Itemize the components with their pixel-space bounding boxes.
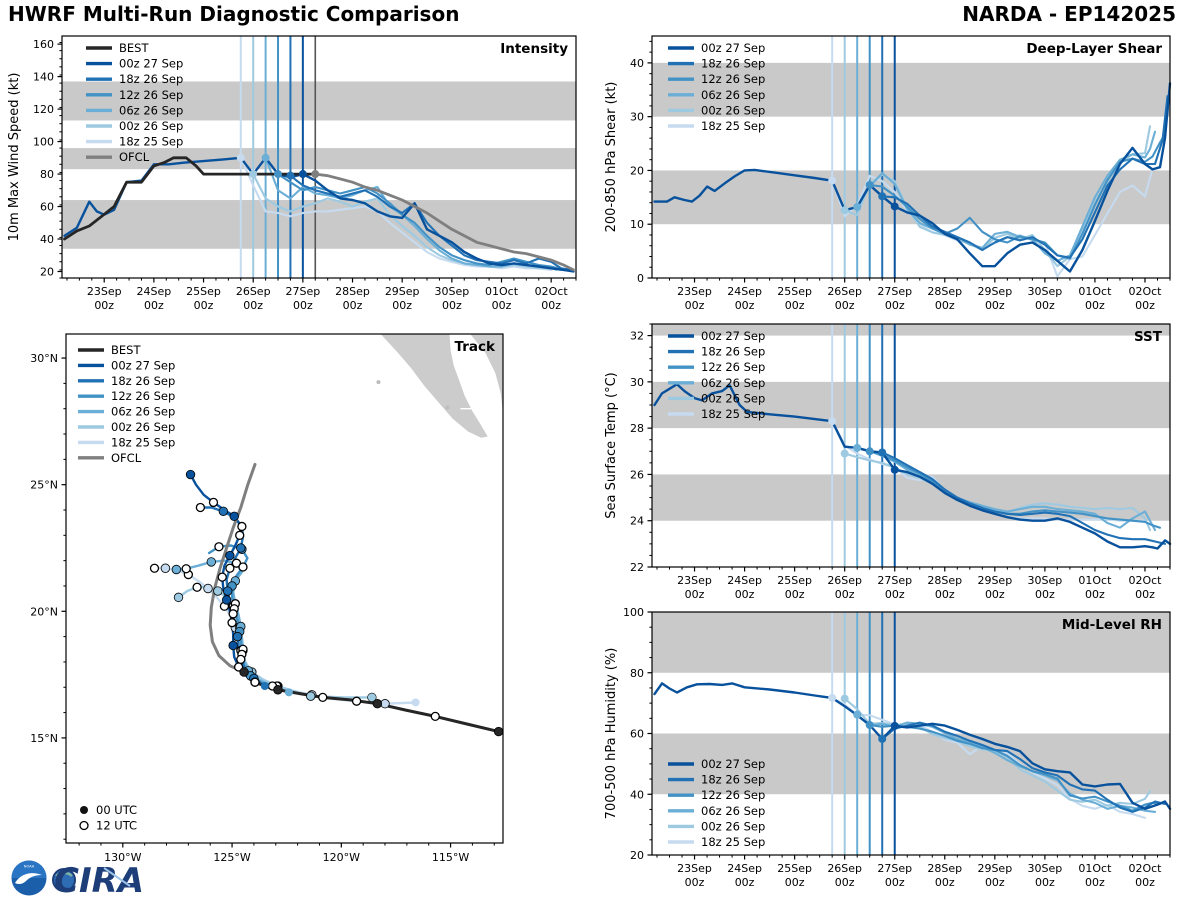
track-marker-12utc xyxy=(228,619,236,627)
x-tick-label: 25Sep 00z xyxy=(777,574,813,601)
x-tick-label: 27Sep 00z xyxy=(877,285,913,312)
x-tick-label: 30Sep 00z xyxy=(1027,862,1063,889)
track-marker-12utc xyxy=(251,678,259,686)
y-tick-label: 100 xyxy=(33,135,54,149)
init-marker xyxy=(891,466,899,474)
x-tick-label: 01Oct 00z xyxy=(1078,862,1112,889)
x-tick-label: 01Oct 00z xyxy=(1078,285,1112,312)
init-marker xyxy=(841,695,849,703)
track-marker-00utc xyxy=(306,692,315,701)
legend-label: 18z 26 Sep xyxy=(119,72,184,87)
track-marker-00utc xyxy=(174,593,183,602)
x-tick-label: 26Sep 00z xyxy=(827,285,863,312)
y-tick-label: 160 xyxy=(33,38,54,52)
legend-label: OFCL xyxy=(119,150,150,165)
y-tick-label: 60 xyxy=(40,200,54,214)
track-marker-12utc xyxy=(215,543,223,551)
init-marker xyxy=(262,154,270,162)
rh-panel xyxy=(604,606,1170,889)
y-tick-label: 40 xyxy=(630,56,644,70)
x-tick-label: 29Sep 00z xyxy=(977,285,1013,312)
legend xyxy=(78,343,175,465)
panel-label: Intensity xyxy=(500,41,568,57)
x-tick-label: 29Sep 00z xyxy=(977,862,1013,889)
x-tick-label: 24Sep 00z xyxy=(727,862,762,889)
legend-label: 18z 26 Sep xyxy=(111,373,176,388)
init-marker xyxy=(878,448,886,456)
legend-label: 18z 26 Sep xyxy=(701,56,766,71)
legend-label: 18z 26 Sep xyxy=(701,772,766,787)
legend-label: 00z 26 Sep xyxy=(119,119,184,133)
track-marker-12utc xyxy=(196,503,204,511)
track-marker-00utc xyxy=(373,699,382,708)
track-marker-12utc xyxy=(319,693,327,701)
x-tick-label: 27Sep 00z xyxy=(877,862,913,889)
x-tick-label: 25Sep 00z xyxy=(777,862,813,889)
intensity-panel xyxy=(7,36,576,312)
marker-legend-label: 12 UTC xyxy=(96,818,138,833)
init-marker xyxy=(828,694,836,702)
y-tick-label: 15°N xyxy=(30,731,58,745)
x-tick-label: 25Sep 00z xyxy=(777,285,813,312)
y-tick-label: 40 xyxy=(630,788,644,802)
legend-item xyxy=(78,358,175,372)
legend-label: 12z 26 Sep xyxy=(701,72,766,87)
track-marker-12utc xyxy=(218,573,226,581)
y-tick-label: 40 xyxy=(40,233,54,247)
legend-label: 18z 25 Sep xyxy=(119,134,184,149)
init-marker xyxy=(866,181,874,189)
x-tick-label: 28Sep 00z xyxy=(927,574,963,601)
track-marker-00utc xyxy=(222,596,231,605)
track-marker-12utc xyxy=(237,655,245,663)
legend-open-marker xyxy=(80,822,88,830)
y-tick-label: 22 xyxy=(630,561,644,574)
y-tick-label: 32 xyxy=(630,329,644,343)
x-tick-label: 02Oct 00z xyxy=(1128,574,1162,601)
legend-label: 12z 26 Sep xyxy=(701,360,766,375)
map-area xyxy=(150,334,503,736)
track-init-marker xyxy=(412,698,420,706)
track-marker-00utc xyxy=(226,551,235,560)
legend-item xyxy=(668,41,765,55)
track-marker-00utc xyxy=(219,507,228,516)
track-marker-00utc xyxy=(233,632,242,641)
legend-label: 18z 26 Sep xyxy=(701,344,766,359)
shear-panel xyxy=(604,36,1170,312)
legend-label: 12z 26 Sep xyxy=(701,788,766,803)
init-marker xyxy=(878,735,886,743)
track-marker-00utc xyxy=(274,685,283,694)
y-tick-label: 30 xyxy=(630,375,644,389)
panel-label: Track xyxy=(454,339,495,355)
track-marker-00utc xyxy=(214,587,223,596)
panel-label: Deep-Layer Shear xyxy=(1026,41,1162,57)
x-tick-label: 23Sep 00z xyxy=(677,574,712,601)
legend-item xyxy=(668,345,765,359)
legend-item xyxy=(78,435,175,449)
track-00z 26 Sep xyxy=(179,587,372,697)
track-marker-12utc xyxy=(229,610,237,618)
x-tick-label: 02Oct 00z xyxy=(534,285,568,312)
legend-label: OFCL xyxy=(111,450,142,465)
y-tick-label: 25°N xyxy=(30,478,58,492)
legend-label: 12z 26 Sep xyxy=(111,389,176,404)
y-tick-label: 0 xyxy=(637,272,644,285)
legend-label: 06z 26 Sep xyxy=(119,103,184,118)
track-marker-00utc xyxy=(237,544,246,553)
legend-label: 00z 26 Sep xyxy=(701,103,766,118)
legend-item xyxy=(668,804,765,818)
x-tick-label: 02Oct 00z xyxy=(1128,862,1162,889)
x-tick-label: 125°W xyxy=(213,851,251,864)
x-tick-label: 25Sep 00z xyxy=(186,285,221,312)
track-marker-00utc xyxy=(207,558,216,567)
island-dot xyxy=(445,405,449,409)
y-tick-label: 10 xyxy=(630,218,644,232)
y-tick-label: 28 xyxy=(630,422,644,436)
marker-legend xyxy=(80,803,137,833)
legend-item xyxy=(668,819,765,833)
track-marker-00utc xyxy=(204,584,213,593)
x-tick-label: 01Oct 00z xyxy=(484,285,519,312)
legend-item xyxy=(668,835,765,849)
x-tick-label: 24Sep 00z xyxy=(727,574,762,601)
x-tick-label: 30Sep 00z xyxy=(1027,574,1063,601)
y-axis-label: 10m Max Wind Speed (kt) xyxy=(7,72,22,242)
init-marker xyxy=(249,170,257,178)
y-axis-label: 200-850 hPa Shear (kt) xyxy=(604,81,619,233)
legend-label: 00z 27 Sep xyxy=(119,56,184,71)
track-marker-12utc xyxy=(238,522,246,530)
x-tick-label: 29Sep 00z xyxy=(384,285,420,312)
x-tick-label: 26Sep 00z xyxy=(235,285,271,312)
x-tick-label: 01Oct 00z xyxy=(1078,574,1112,601)
legend-label: 00z 26 Sep xyxy=(701,819,766,834)
x-tick-label: 24Sep 00z xyxy=(727,285,762,312)
legend-label: 06z 26 Sep xyxy=(701,803,766,818)
x-tick-label: 28Sep 00z xyxy=(927,862,963,889)
init-marker xyxy=(237,154,245,162)
init-marker xyxy=(866,447,874,455)
track-marker-12utc xyxy=(150,564,158,572)
figure-title: HWRF Multi-Run Diagnostic Comparison xyxy=(8,2,460,26)
track-marker-12utc xyxy=(239,563,247,571)
legend-item xyxy=(668,119,765,133)
legend-label: 06z 26 Sep xyxy=(111,404,176,419)
legend-label: 06z 26 Sep xyxy=(701,87,766,102)
track-marker-00utc xyxy=(161,564,170,573)
y-tick-label: 26 xyxy=(630,468,644,482)
x-tick-label: 23Sep 00z xyxy=(677,285,712,312)
track-marker-12utc xyxy=(209,498,217,506)
noaa-logo xyxy=(12,861,47,896)
y-tick-label: 140 xyxy=(33,70,54,84)
init-marker xyxy=(841,450,849,458)
x-tick-label: 23Sep 00z xyxy=(677,862,712,889)
cira-logo xyxy=(53,861,144,900)
track-marker-12utc xyxy=(226,564,234,572)
logo-row xyxy=(8,856,208,900)
legend-label: 18z 25 Sep xyxy=(701,835,766,849)
track-marker-00utc xyxy=(229,641,238,650)
track-init-marker xyxy=(261,682,269,690)
sst-panel xyxy=(604,324,1170,601)
x-tick-label: 23Sep 00z xyxy=(86,285,122,312)
x-tick-label: 26Sep 00z xyxy=(827,862,863,889)
init-marker xyxy=(286,172,294,180)
y-tick-label: 120 xyxy=(33,103,54,117)
legend-label: 18z 25 Sep xyxy=(701,407,766,421)
legend-item xyxy=(78,405,175,419)
legend-item xyxy=(78,451,142,465)
init-marker xyxy=(866,721,874,729)
legend-item xyxy=(78,343,141,357)
x-tick-label: 115°W xyxy=(431,851,470,864)
init-marker xyxy=(853,203,861,211)
x-tick-label: 27Sep 00z xyxy=(285,285,321,312)
x-tick-label: 28Sep 00z xyxy=(335,285,370,312)
track-marker-00utc xyxy=(186,470,195,479)
y-tick-label: 60 xyxy=(630,727,644,741)
legend-label: 00z 27 Sep xyxy=(701,329,766,343)
x-tick-label: 30Sep 00z xyxy=(1027,285,1063,312)
track-marker-12utc xyxy=(431,712,439,720)
init-marker xyxy=(828,177,836,185)
track-marker-12utc xyxy=(193,583,201,591)
legend-label: 06z 26 Sep xyxy=(701,375,766,390)
y-tick-label: 20 xyxy=(630,164,644,178)
y-tick-label: 80 xyxy=(630,666,644,680)
legend-item xyxy=(86,119,183,133)
y-tick-label: 100 xyxy=(623,606,644,619)
track-marker-00utc xyxy=(230,512,239,521)
marker-legend-label: 00 UTC xyxy=(96,803,138,817)
x-tick-label: 28Sep 00z xyxy=(927,285,963,312)
y-tick-label: 30 xyxy=(630,110,644,124)
legend-label: BEST xyxy=(111,343,141,357)
cira-wordmark: CIRA xyxy=(54,861,145,900)
track-init-marker xyxy=(285,688,293,696)
legend-item xyxy=(668,360,765,374)
legend-filled-marker xyxy=(80,806,88,814)
svg-text:NOAA: NOAA xyxy=(23,864,35,869)
track-marker-00utc xyxy=(494,727,503,736)
track-marker-12utc xyxy=(182,565,190,573)
init-marker xyxy=(891,722,899,730)
legend-item xyxy=(86,57,183,71)
legend-label: 00z 27 Sep xyxy=(111,358,176,373)
legend-label: 00z 26 Sep xyxy=(701,391,766,406)
x-tick-label: 27Sep 00z xyxy=(877,574,913,601)
init-marker xyxy=(274,170,282,178)
init-marker xyxy=(853,711,861,719)
legend-label: 18z 25 Sep xyxy=(701,119,766,133)
y-tick-label: 24 xyxy=(630,514,644,528)
track-marker-12utc xyxy=(236,531,244,539)
x-tick-label: 30Sep 00z xyxy=(434,285,470,312)
legend-label: BEST xyxy=(119,41,149,55)
init-marker xyxy=(878,192,886,200)
init-marker xyxy=(828,417,836,425)
x-tick-label: 26Sep 00z xyxy=(827,574,863,601)
x-tick-label: 130°W xyxy=(104,851,142,864)
init-marker xyxy=(853,444,861,452)
x-tick-label: 120°W xyxy=(322,851,360,864)
y-tick-label: 20°N xyxy=(30,605,58,619)
x-tick-label: 02Oct 00z xyxy=(1128,285,1162,312)
y-tick-label: 20 xyxy=(40,265,54,279)
y-tick-label: 80 xyxy=(40,168,54,182)
panel-label: SST xyxy=(1133,329,1162,345)
y-axis-label: 700-500 hPa Humidity (%) xyxy=(604,647,619,820)
x-tick-label: 24Sep 00z xyxy=(136,285,172,312)
category-band xyxy=(62,200,576,249)
track-marker-00utc xyxy=(172,565,181,574)
legend-item xyxy=(78,374,175,388)
track-marker-12utc xyxy=(353,697,361,705)
legend-label: 00z 26 Sep xyxy=(111,420,176,434)
panel-label: Mid-Level RH xyxy=(1061,617,1162,633)
init-marker xyxy=(841,206,849,214)
legend-label: 00z 27 Sep xyxy=(701,757,766,771)
legend-item xyxy=(86,135,183,149)
legend-label: 12z 26 Sep xyxy=(119,87,184,102)
init-marker xyxy=(891,202,899,210)
legend-item xyxy=(86,41,149,55)
track-panel xyxy=(30,334,503,864)
legend-label: 18z 25 Sep xyxy=(111,435,176,450)
track-marker-00utc xyxy=(223,587,232,596)
legend-item xyxy=(78,389,175,403)
y-tick-label: 20 xyxy=(630,849,644,862)
y-axis-label: Sea Surface Temp (°C) xyxy=(604,372,619,519)
legend-label: 00z 27 Sep xyxy=(701,41,766,55)
init-marker xyxy=(311,170,319,178)
legend-item xyxy=(78,420,175,434)
y-tick-label: 30°N xyxy=(30,352,58,366)
island-dot xyxy=(376,380,380,384)
x-tick-label: 29Sep 00z xyxy=(977,574,1013,601)
storm-title: NARDA - EP142025 xyxy=(962,2,1176,26)
init-marker xyxy=(299,170,307,178)
track-marker-00utc xyxy=(240,668,249,677)
